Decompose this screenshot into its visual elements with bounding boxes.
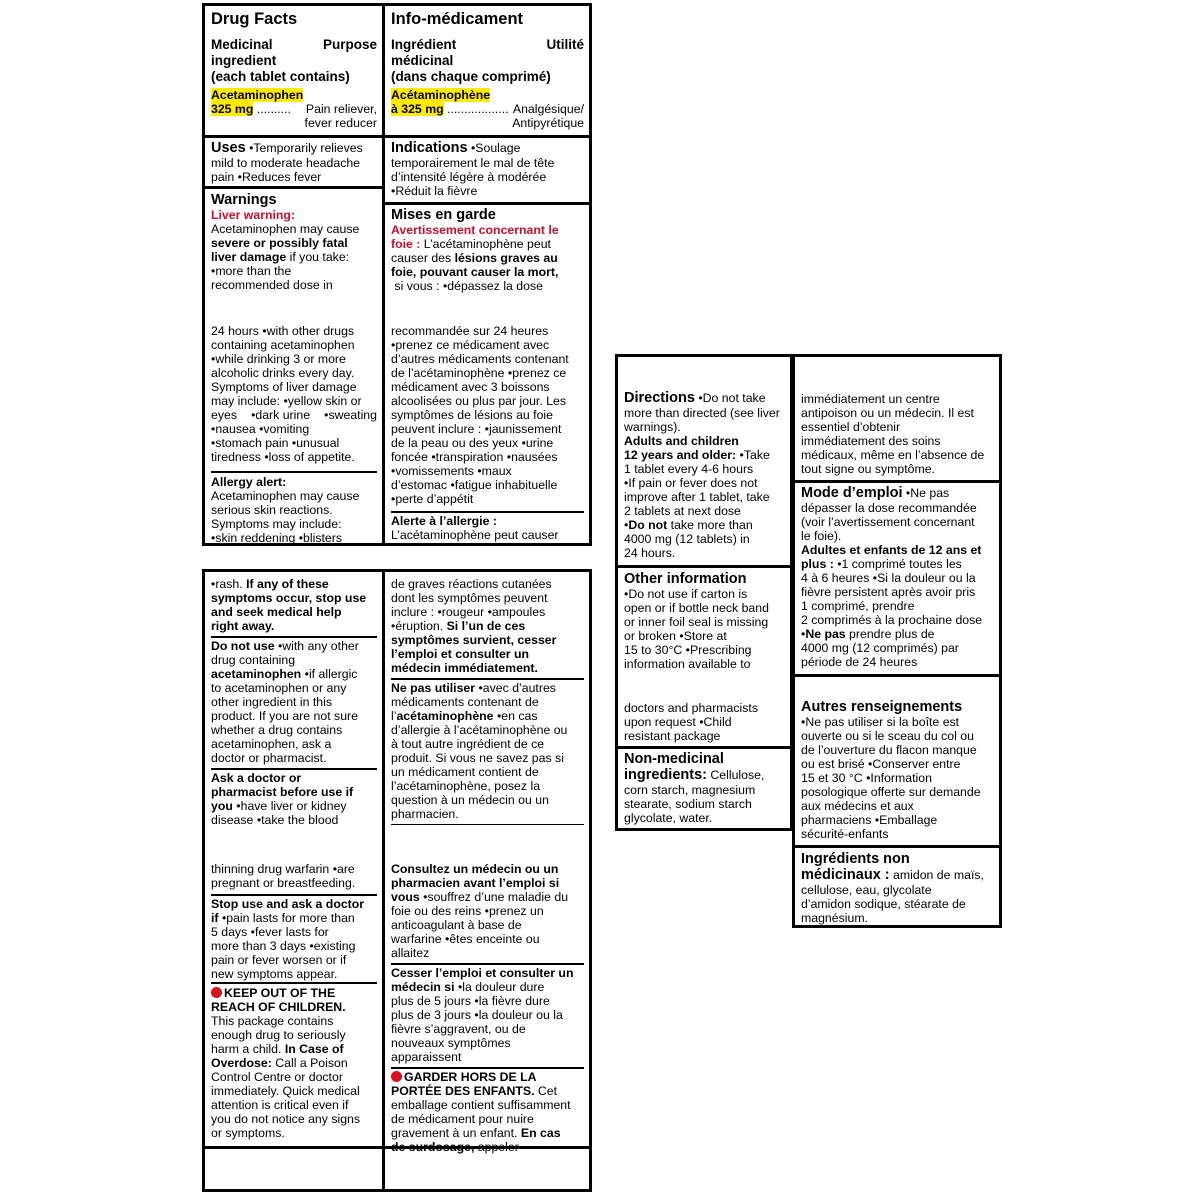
overdose-continued-fr: immédiatement un centre antipoison ou un médecin. Il est essentiel d’obtenir immédiatement des soins médicaux, même en l’absence de tout signe ou symptôme. [801,392,985,476]
section-divider [795,480,999,483]
red-dot-icon [211,987,222,998]
ingredient-name: Acetaminophen [211,88,304,102]
other-info-continued: doctors and pharmacists upon request • Child resistant package [624,701,785,743]
section-divider [391,963,584,965]
panel-drug-facts-1 [202,3,592,546]
section-divider [391,678,584,680]
column-french [385,6,589,543]
column-english [205,6,382,543]
directions-heading: Directions [624,390,695,406]
other-info-heading: Other information [624,571,747,587]
section-divider [205,186,382,189]
do-not-use-section: Do not use • with any other drug containing acetaminophen • if allergic to acetaminophen or any other ingredient in this product. If you are not sure whether a drug contains acetaminophen, ask a doctor or pharmacist. [211,639,377,765]
keep-out-section: KEEP OUT OF THE REACH OF CHILDREN. This package contains enough drug to seriously harm a child. In Case of Overdose: Call a Poison Control Centre or doctor immediately. Quick medical attention is critical even if you do not notice any signs or symptoms. [211,986,361,1140]
section-divider [618,746,790,749]
allergy-continued: • rash. If any of these symptoms occur, stop use and seek medical help right away. [211,577,377,633]
section-divider [205,135,382,138]
warnings-section: Warnings Liver warning: Acetaminophen may cause severe or possibly fatal liver damage if you take: • more than the recommended dose in [211,192,377,292]
directions-section: Directions • Do not take more than directed (see liver warnings). Adults and children 12 years and older: • Take 1 tablet every 4-6 hours • If pain or fever does not improve after 1 tablet, take 2 tablets at next dose • Do not take more than 4000 mg (12 tablets) in 24 hours. [624,390,785,560]
active-ingredient-fr: Acétaminophène à 325 mg .................. Analgésique/ Antipyrétique [391,88,584,130]
section-divider [211,471,377,473]
section-divider [795,845,999,848]
other-info-section-fr: Autres renseignements • Ne pas utiliser si la boîte est ouverte ou si le sceau du col ou de l’ouverture du flacon manque ou est brisé • Conserver entre 15 et 30 °C • Information posologique offerte sur demande aux médecins et aux pharmaciens • Emballage sécurité-enfants [801,699,994,841]
section-divider [618,565,790,568]
other-info-section: Other information • Do not use if carton is open or if bottle neck band or inner foil seal is missing or broken • Store at 15 to 30°C • Prescribing information available to [624,571,785,671]
section-divider [385,202,589,205]
section-divider [391,824,584,825]
section-divider [211,894,377,896]
active-ingredient: Acetaminophen 325 mg .......... Pain reliever, fever reducer [211,88,377,130]
info-medicament-title: Info-médicament [391,10,524,28]
section-divider [795,674,999,677]
warnings-section-fr: Mises en garde Avertissement concernant le foie : L’acétaminophène peut causer des lésions graves au foie, pouvant causer la mort, si vous : • dépassez la dose [391,207,584,293]
warnings-continued-fr: recommandée sur 24 heures • prenez ce médicament avec d’autres médicaments contenant de l’acétaminophène • prenez ce médicament avec 3 boissons alcoolisées ou plus par jour. Les symptômes de lésions au foie peuvent inclure : • jaunissement de la peau ou des yeux • urine foncée • transpiration • nausées • vomissements • maux d’estomac • fatigue inhabituelle • perte d’appétit [391,324,584,506]
uses-section: Uses • Temporarily relieves mild to moderate headache pain • Reduces fever [211,140,377,184]
panel-drug-facts-2 [202,569,592,1192]
stop-use-section-fr: Cesser l’emploi et consulter un médecin si • la douleur dure plus de 5 jours • la fièvre dure plus de 3 jours • la douleur ou la fièvre s’aggravent, ou de nouveaux symptômes apparaissent [391,966,584,1064]
allergy-heading: Allergy alert: [211,475,287,489]
do-not-use-section-fr: Ne pas utiliser • avec d’autres médicaments contenant de l’acétaminophène • en cas d’allergie à l’acétaminophène ou à tout autre ingrédient de ce produit. Si vous ne savez pas si un médicament contient de l’acétaminophène, posez la question à un médecin ou un pharmacien. [391,681,584,821]
allergy-continued-fr: de graves réactions cutanées dont les symptômes peuvent inclure : • rougeur • ampoules • éruption. Si l’un de ces symptômes survient, cesser l’emploi et consulter un médecin immédiatement. [391,577,584,675]
red-dot-icon [391,1071,402,1082]
stop-use-section: Stop use and ask a doctor if • pain lasts for more than 5 days • fever lasts for more than 3 days • existing pain or fever worsen or if new symptoms appear. [211,897,377,981]
allergy-section: Allergy alert: Acetaminophen may cause serious skin reactions. Symptoms may include: • skin reddening • blisters [211,475,377,545]
column-french [385,572,589,1189]
warnings-heading: Warnings [211,192,277,208]
section-divider [385,135,589,138]
panel-drug-facts-3-french [792,354,1002,928]
section-divider [391,511,584,513]
ingredient-header: Medicinal Purpose ingredient (each tablet contains) [211,37,377,84]
ingredient-dose: 325 mg [211,102,254,116]
column-english [205,572,382,1189]
warnings-continued: 24 hours • with other drugs containing acetaminophen • while drinking 3 or more alcoholic drinks every day. Symptoms of liver damage may include: • yellow skin or eyes • dark urine • sweating • nausea • vomiting • stomach pain • unusual tiredness • loss of appetite. [211,324,377,464]
section-divider [211,982,377,984]
liver-warning-heading: Liver warning: [211,208,296,222]
purpose-header: Purpose [322,37,377,52]
allergy-section-fr: Alerte à l’allergie : L’acétaminophène peut causer [391,514,559,542]
drug-facts-title: Drug Facts [211,10,298,28]
non-medicinal-section: Non-medicinal ingredients: Cellulose, corn starch, magnesium stearate, sodium starch glycolate, water. [624,751,765,825]
ask-doctor-section: Ask a doctor or pharmacist before use if you • have liver or kidney disease • take the blood [211,771,377,827]
non-medicinal-section-fr: Ingrédients non médicinaux : amidon de maïs, cellulose, eau, glycolate d’amidon sodique, stéarate de magnésium. [801,851,984,925]
section-divider [211,636,377,638]
ask-doctor-section-fr: Consultez un médecin ou un pharmacien avant l’emploi si vous • souffrez d’une maladie du foie ou des reins • prenez un anticoagulant à base de warfarine • êtes enceinte ou allaitez [391,862,584,960]
panel-drug-facts-3-english [615,354,793,831]
directions-section-fr: Mode d’emploi • Ne pas dépasser la dose recommandée (voir l’avertissement concernant le foie). Adultes et enfants de 12 ans et plus : • 1 comprimé toutes les 4 à 6 heures • Si la douleur ou la fièvre persistent après avoir pris 1 comprimé, prendre 2 comprimés à la prochaine dose • Ne pas prendre plus de 4000 mg (12 comprimés) par période de 24 heures [801,485,994,669]
ingredient-header-fr: Ingrédient Utilité médicinal (dans chaque comprimé) [391,37,584,84]
section-divider [391,1067,584,1069]
ask-doctor-continued: thinning drug warfarin • are pregnant or breastfeeding. [211,862,377,890]
section-divider [211,768,377,770]
uses-section-fr: Indications • Soulage temporairement le mal de tête d’intensité légère à modérée • Réduit la fièvre [391,140,584,198]
keep-out-section-fr: GARDER HORS DE LA PORTÉE DES ENFANTS. Cet emballage contient suffisamment de médicament pour nuire gravement à un enfant. En cas de surdosage, appeler [391,1070,571,1154]
do-not-use-heading: Do not use [211,639,275,653]
uses-heading: Uses [211,140,246,156]
